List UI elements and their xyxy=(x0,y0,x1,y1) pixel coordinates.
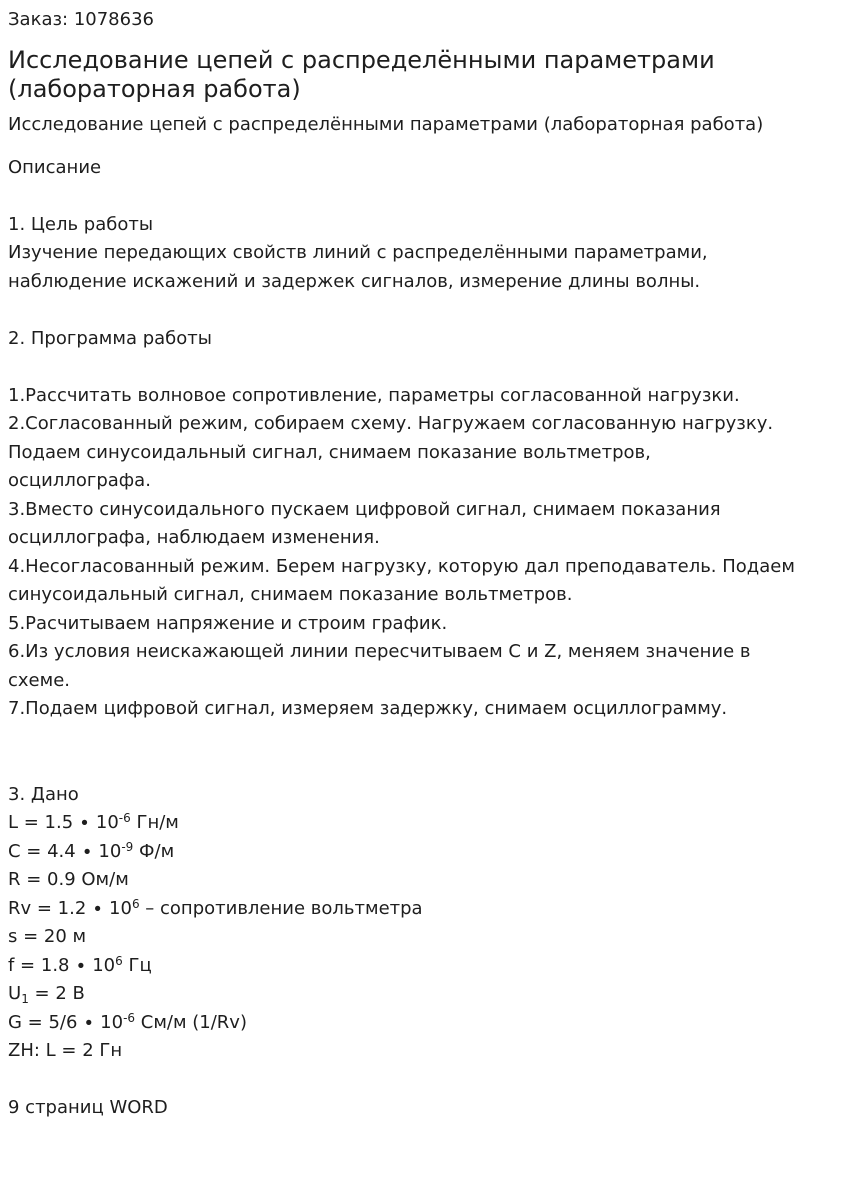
program-line: 4.Несогласованный режим. Берем нагрузку, которую дал преподаватель. Подаем xyxy=(8,555,795,577)
goal-text-line: Изучение передающих свойств линий с распределёнными параметрами, xyxy=(8,242,708,263)
spacer xyxy=(8,1066,839,1095)
spacer xyxy=(8,296,839,325)
order-number: Заказ: 1078636 xyxy=(8,9,154,30)
given-load: ZН: L = 2 Гн xyxy=(8,1040,123,1061)
given-conductance: $G = 5/6 \cdot 10^{-6}$ См/м (1/Rv) xyxy=(8,1010,247,1033)
page-count: 9 страниц WORD xyxy=(8,1097,168,1118)
page-subtitle: Исследование цепей с распределёнными параметрами (лабораторная работа) xyxy=(8,114,764,135)
program-line: синусоидальный сигнал, снимаем показание вольтметров. xyxy=(8,584,573,605)
given-capacitance: $C = 4.4 \cdot 10^{-9}$ Ф/м xyxy=(8,839,175,862)
program-line: 6.Из условия неискажающей линии пересчитываем C и Z, меняем значение в xyxy=(8,641,751,662)
program-heading: 2. Программа работы xyxy=(8,327,212,349)
given-voltage: $U_1 = 2$ В xyxy=(8,983,85,1006)
given-inductance: $L = 1.5 \cdot 10^{-6}$ Гн/м xyxy=(8,811,179,833)
goal-text-line: наблюдение искажений и задержек сигналов, измерение длины волны. xyxy=(8,270,701,292)
spacer xyxy=(8,182,839,211)
goal-heading: 1. Цель работы xyxy=(8,213,154,235)
program-line: осциллографа. xyxy=(8,470,151,491)
page-title: Исследование цепей с распределёнными параметрами (лабораторная работа) xyxy=(8,46,715,103)
program-line: 5.Расчитываем напряжение и строим график. xyxy=(8,612,448,634)
description-body xyxy=(8,182,839,1123)
program-line: схеме. xyxy=(8,669,70,691)
spacer xyxy=(8,724,839,781)
program-line: Подаем синусоидальный сигнал, снимаем показание вольтметров, xyxy=(8,441,651,463)
spacer xyxy=(8,353,839,382)
given-resistance: R = 0.9 Ом/м xyxy=(8,869,129,890)
program-line: 2.Согласованный режим, собираем схему. Нагружаем согласованную нагрузку. xyxy=(8,413,774,434)
given-frequency: $f = 1.8 \cdot 10^6$ Гц xyxy=(8,953,152,976)
given-voltmeter-resistance: $Rv = 1.2 \cdot 10^6$ – сопротивление вольтметра xyxy=(8,896,423,919)
program-line: 1.Рассчитать волновое сопротивление, параметры согласованной нагрузки. xyxy=(8,384,740,406)
given-length: s = 20 м xyxy=(8,926,87,947)
program-line: осциллографа, наблюдаем изменения. xyxy=(8,527,380,548)
program-line: 3.Вместо синусоидального пускаем цифровой сигнал, снимаем показания xyxy=(8,498,721,520)
given-heading: 3. Дано xyxy=(8,783,79,805)
description-heading: Описание xyxy=(8,157,102,178)
program-line: 7.Подаем цифровой сигнал, измеряем задержку, снимаем осциллограмму. xyxy=(8,698,728,719)
